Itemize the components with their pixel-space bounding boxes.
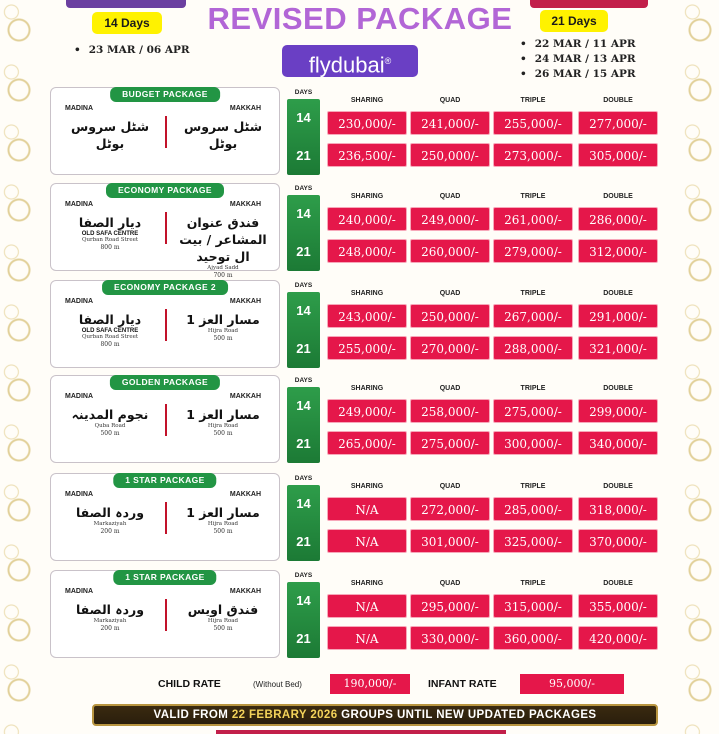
hotel-name-arabic: مسار العز 1 xyxy=(186,407,260,422)
days-value: 21 xyxy=(296,436,311,451)
price-cell: 355,000/- xyxy=(578,594,658,618)
price-cell: 321,000/- xyxy=(578,336,658,360)
flydubai-logo xyxy=(282,45,418,77)
price-cell: 230,000/- xyxy=(327,111,407,135)
hotel-name-arabic: شٹل سروس بوٹل xyxy=(184,119,262,151)
days-values xyxy=(287,485,320,561)
days-column xyxy=(287,473,320,565)
price-cell: 270,000/- xyxy=(410,336,490,360)
days-value: 14 xyxy=(296,110,311,125)
column-header: SHARING xyxy=(350,97,384,104)
price-cell: 275,000/- xyxy=(410,431,490,455)
card-divider xyxy=(165,309,167,341)
top-left-banner-strip xyxy=(66,0,186,8)
price-cell: 248,000/- xyxy=(327,239,407,263)
card-divider xyxy=(165,599,167,631)
hotel-location: Hijra Road xyxy=(207,328,239,334)
price-cell: 318,000/- xyxy=(578,497,658,521)
hotel-name-arabic: فندق عنوان المشاعر / بیت ال توحید xyxy=(179,215,267,264)
package-title: 1 STAR PACKAGE xyxy=(113,473,216,488)
validity-text-1: VALID FROM xyxy=(153,709,229,721)
days-header: DAYS xyxy=(294,89,313,96)
package-card xyxy=(50,375,280,463)
airline-logo-text: flydubai xyxy=(308,52,385,78)
column-header: SHARING xyxy=(350,290,384,297)
days-value: 21 xyxy=(296,244,311,259)
price-cell: 305,000/- xyxy=(578,143,658,167)
child-rate-row xyxy=(0,672,719,696)
makkah-label: MAKKAH xyxy=(229,105,261,112)
package-row xyxy=(0,570,719,662)
days-header: DAYS xyxy=(294,475,313,482)
column-header: DOUBLE xyxy=(603,385,633,392)
hotel-distance: 200 m xyxy=(100,625,120,632)
price-cell: 260,000/- xyxy=(410,239,490,263)
madina-label: MADINA xyxy=(65,491,93,498)
makkah-hotel xyxy=(171,504,275,535)
madina-hotel xyxy=(57,214,163,251)
price-cell: N/A xyxy=(327,497,407,521)
madina-label: MADINA xyxy=(65,393,93,400)
days-value: 14 xyxy=(296,206,311,221)
package-card xyxy=(50,183,280,279)
price-cell: 255,000/- xyxy=(327,336,407,360)
hotel-distance: 800 m xyxy=(100,341,120,348)
days-header: DAYS xyxy=(294,572,313,579)
price-cell: 360,000/- xyxy=(493,626,573,650)
days-column xyxy=(287,570,320,662)
column-header: QUAD xyxy=(439,290,461,297)
price-cell: 258,000/- xyxy=(410,399,490,423)
package-title: ECONOMY PACKAGE 2 xyxy=(102,280,228,295)
makkah-label: MAKKAH xyxy=(229,201,261,208)
hotel-location: Markaziyah xyxy=(93,521,127,527)
price-cell: 277,000/- xyxy=(578,111,658,135)
days-values xyxy=(287,387,320,463)
days-values xyxy=(287,582,320,658)
hotel-name-arabic: مسار العز 1 xyxy=(186,505,260,520)
card-divider xyxy=(165,502,167,534)
card-divider xyxy=(165,212,167,244)
column-header: DOUBLE xyxy=(603,290,633,297)
days-column xyxy=(287,87,320,179)
hotel-name-arabic: وردہ الصفا xyxy=(75,505,145,520)
hotel-location: Hijra Road xyxy=(207,521,239,527)
hotel-location: Quba Road xyxy=(94,423,126,429)
price-cell: 255,000/- xyxy=(493,111,573,135)
price-cell: 301,000/- xyxy=(410,529,490,553)
price-cell: 275,000/- xyxy=(493,399,573,423)
column-header: TRIPLE xyxy=(520,97,546,104)
card-divider xyxy=(165,116,167,148)
price-cell: 250,000/- xyxy=(410,143,490,167)
price-cell: 243,000/- xyxy=(327,304,407,328)
infant-rate-value: 95,000/- xyxy=(520,674,624,694)
hotel-distance: 500 m xyxy=(100,430,120,437)
price-cell: 286,000/- xyxy=(578,207,658,231)
price-cell: 288,000/- xyxy=(493,336,573,360)
price-cell: 312,000/- xyxy=(578,239,658,263)
hotel-location: Qurban Road Street xyxy=(81,237,139,243)
price-cell: 236,500/- xyxy=(327,143,407,167)
validity-banner xyxy=(92,704,658,726)
hotel-name-arabic: دیار الصفا xyxy=(78,312,142,327)
price-cell: 250,000/- xyxy=(410,304,490,328)
package-row xyxy=(0,183,719,279)
hotel-location: Hijra Road xyxy=(207,618,239,624)
hotel-location: Ajyad Sadd xyxy=(207,265,239,271)
hotel-name-english: OLD SAFA CENTRE xyxy=(81,328,139,334)
price-cell: 295,000/- xyxy=(410,594,490,618)
makkah-hotel xyxy=(171,118,275,153)
price-cell: 340,000/- xyxy=(578,431,658,455)
days-14-pill: 14 Days xyxy=(92,12,162,34)
days-values xyxy=(287,292,320,368)
child-rate-label: CHILD RATE xyxy=(158,678,221,690)
column-header: DOUBLE xyxy=(603,483,633,490)
days-value: 21 xyxy=(296,631,311,646)
column-header: TRIPLE xyxy=(520,193,546,200)
makkah-label: MAKKAH xyxy=(229,298,261,305)
price-cell: 279,000/- xyxy=(493,239,573,263)
package-title: ECONOMY PACKAGE xyxy=(106,183,224,198)
registered-mark: ® xyxy=(384,56,392,66)
column-header: DOUBLE xyxy=(603,193,633,200)
package-row xyxy=(0,280,719,372)
hotel-distance: 200 m xyxy=(100,528,120,535)
column-header: QUAD xyxy=(439,193,461,200)
days-value: 21 xyxy=(296,341,311,356)
column-header: TRIPLE xyxy=(520,385,546,392)
hotel-name-arabic: وردہ الصفا xyxy=(75,602,145,617)
hotel-location: Hijra Road xyxy=(207,423,239,429)
column-header: SHARING xyxy=(350,580,384,587)
price-cell: 420,000/- xyxy=(578,626,658,650)
hotel-name-arabic: شٹل سروس بوٹل xyxy=(71,119,149,151)
price-cell: N/A xyxy=(327,529,407,553)
price-cell: 291,000/- xyxy=(578,304,658,328)
madina-label: MADINA xyxy=(65,588,93,595)
price-cell: 272,000/- xyxy=(410,497,490,521)
column-header: TRIPLE xyxy=(520,290,546,297)
days-value: 21 xyxy=(296,148,311,163)
makkah-label: MAKKAH xyxy=(229,393,261,400)
column-header: DOUBLE xyxy=(603,580,633,587)
makkah-label: MAKKAH xyxy=(229,491,261,498)
price-cell: 249,000/- xyxy=(327,399,407,423)
package-row xyxy=(0,87,719,179)
price-cell: 299,000/- xyxy=(578,399,658,423)
price-cell: 240,000/- xyxy=(327,207,407,231)
package-row xyxy=(0,375,719,467)
page-title: REVISED PACKAGE xyxy=(207,1,513,36)
days-column xyxy=(287,280,320,372)
madina-hotel xyxy=(57,406,163,437)
date-item: • 22 MAR / 11 APR xyxy=(520,37,636,52)
child-rate-value: 190,000/- xyxy=(330,674,410,694)
madina-hotel xyxy=(57,601,163,632)
hotel-location: Qurban Road Street xyxy=(81,334,139,340)
days-value: 21 xyxy=(296,534,311,549)
package-row xyxy=(0,473,719,565)
hotel-distance: 500 m xyxy=(213,528,233,535)
column-header: SHARING xyxy=(350,385,384,392)
days-header: DAYS xyxy=(294,282,313,289)
hotel-distance: 500 m xyxy=(213,625,233,632)
hotel-name-arabic: فندق اویس xyxy=(187,602,259,617)
madina-hotel xyxy=(57,118,163,153)
days-value: 14 xyxy=(296,593,311,608)
column-header: TRIPLE xyxy=(520,580,546,587)
column-header: QUAD xyxy=(439,483,461,490)
price-cell: 330,000/- xyxy=(410,626,490,650)
column-header: QUAD xyxy=(439,385,461,392)
validity-text-2: GROUPS UNTIL NEW UPDATED PACKAGES xyxy=(341,709,597,721)
column-header: QUAD xyxy=(439,580,461,587)
hotel-location: Markaziyah xyxy=(93,618,127,624)
days-header: DAYS xyxy=(294,185,313,192)
makkah-hotel xyxy=(171,601,275,632)
card-divider xyxy=(165,404,167,436)
madina-hotel xyxy=(57,504,163,535)
days-column xyxy=(287,183,320,275)
package-card xyxy=(50,87,280,175)
days-value: 14 xyxy=(296,496,311,511)
validity-date: 22 FEBRARY 2026 xyxy=(231,709,338,721)
price-cell: 370,000/- xyxy=(578,529,658,553)
price-cell: 315,000/- xyxy=(493,594,573,618)
package-card xyxy=(50,570,280,658)
child-rate-note: (Without Bed) xyxy=(253,680,302,689)
package-title: GOLDEN PACKAGE xyxy=(110,375,220,390)
top-right-banner-strip xyxy=(530,0,648,8)
price-cell: 261,000/- xyxy=(493,207,573,231)
infant-rate-label: INFANT RATE xyxy=(428,678,497,690)
right-dates-list xyxy=(520,37,636,82)
madina-label: MADINA xyxy=(65,298,93,305)
hotel-name-english: OLD SAFA CENTRE xyxy=(81,231,139,237)
package-title: 1 STAR PACKAGE xyxy=(113,570,216,585)
hotel-distance: 700 m xyxy=(213,272,233,279)
package-card xyxy=(50,473,280,561)
bottom-banner-strip xyxy=(216,730,506,734)
makkah-hotel xyxy=(171,406,275,437)
hotel-distance: 500 m xyxy=(213,430,233,437)
column-header: QUAD xyxy=(439,97,461,104)
makkah-hotel xyxy=(171,311,275,342)
price-cell: 300,000/- xyxy=(493,431,573,455)
days-values xyxy=(287,195,320,271)
left-dates-list xyxy=(74,43,190,58)
days-value: 14 xyxy=(296,398,311,413)
hotel-distance: 800 m xyxy=(100,244,120,251)
price-cell: 325,000/- xyxy=(493,529,573,553)
days-header: DAYS xyxy=(294,377,313,384)
column-header: TRIPLE xyxy=(520,483,546,490)
madina-label: MADINA xyxy=(65,105,93,112)
price-cell: 285,000/- xyxy=(493,497,573,521)
madina-hotel xyxy=(57,311,163,348)
column-header: SHARING xyxy=(350,193,384,200)
makkah-label: MAKKAH xyxy=(229,588,261,595)
hotel-name-arabic: دیار الصفا xyxy=(78,215,142,230)
price-cell: N/A xyxy=(327,626,407,650)
madina-label: MADINA xyxy=(65,201,93,208)
price-cell: 249,000/- xyxy=(410,207,490,231)
makkah-hotel xyxy=(171,214,275,279)
column-header: DOUBLE xyxy=(603,97,633,104)
days-column xyxy=(287,375,320,467)
package-title: BUDGET PACKAGE xyxy=(110,87,220,102)
price-cell: 267,000/- xyxy=(493,304,573,328)
price-cell: 265,000/- xyxy=(327,431,407,455)
date-item: • 24 MAR / 13 APR xyxy=(520,52,636,67)
date-item: • 23 MAR / 06 APR xyxy=(74,43,190,58)
package-card xyxy=(50,280,280,368)
price-cell: 273,000/- xyxy=(493,143,573,167)
days-21-pill: 21 Days xyxy=(540,10,608,32)
column-header: SHARING xyxy=(350,483,384,490)
days-values xyxy=(287,99,320,175)
date-item: • 26 MAR / 15 APR xyxy=(520,67,636,82)
hotel-distance: 500 m xyxy=(213,335,233,342)
price-cell: 241,000/- xyxy=(410,111,490,135)
days-value: 14 xyxy=(296,303,311,318)
hotel-name-arabic: نجوم المدینہ xyxy=(71,407,149,422)
hotel-name-arabic: مسار العز 1 xyxy=(186,312,260,327)
price-cell: N/A xyxy=(327,594,407,618)
